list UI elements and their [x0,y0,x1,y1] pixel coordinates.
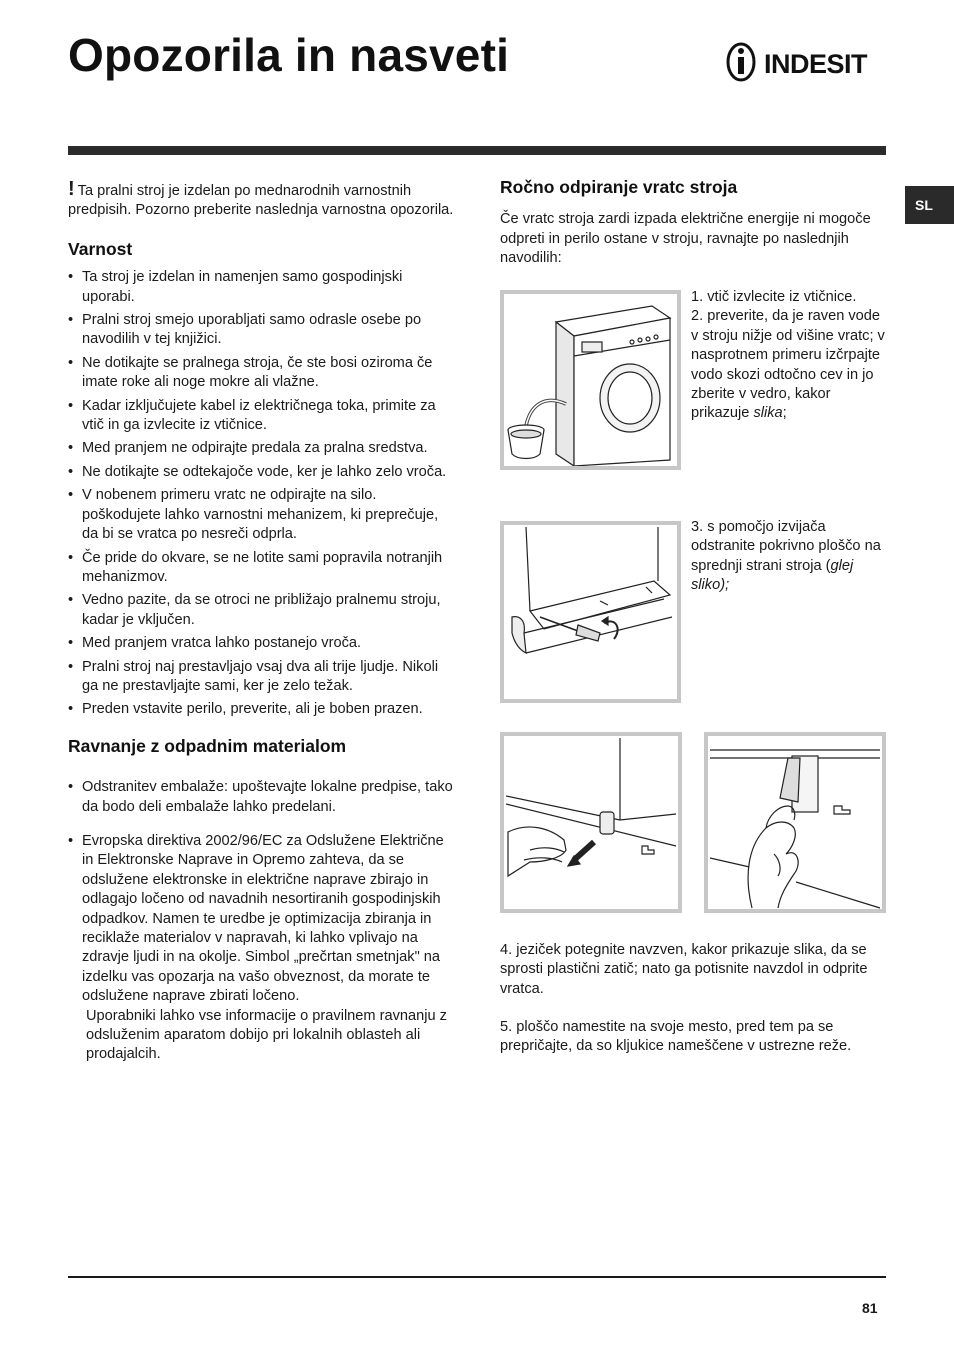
list-item: • Ne dotikajte se pralnega stroja, če ste bosi oziroma če imate roke ali noge mokre ali vlažne. [68,354,456,393]
list-item: • Vedno pazite, da se otroci ne približajo pralnemu stroju, kadar je vključen. [68,591,456,630]
waste-list [68,778,456,1006]
figure-drain-bucket [500,290,681,470]
step-3-text: 3. s pomočjo izvijača odstranite pokrivno ploščo na sprednji strani stroja (glej sliko); [691,519,881,594]
language-tab: SL [905,186,954,224]
list-item: • Ne dotikajte se odtekajoče vode, ker je lahko zelo vroča. [68,463,456,482]
page-number: 81 [862,1300,878,1316]
figure-pull-tab [500,732,682,913]
waste-note: Uporabniki lahko vse informacije o pravilnem ravnanju z odsluženim aparatom dobijo pri lokalnih oblasteh ali prodajalcih. [86,1007,447,1063]
figure-push-tab [704,732,886,913]
list-item: • Odstranitev embalaže: upoštevajte lokalne predpise, tako da bodo deli embalaže lahko predelani. [68,778,456,817]
page-title: Opozorila in nasveti [68,29,510,81]
waste-heading: Ravnanje z odpadnim materialom [68,735,347,756]
brand-logo [726,41,888,83]
list-item: • Pralni stroj naj prestavljajo vsaj dva ali trije ljudje. Nikoli ga ne prestavljajte sami, ker je zelo težak. [68,658,456,697]
brand-wordmark: INDESIT [764,49,868,79]
safety-list [68,268,456,720]
list-item: • Med pranjem ne odpirajte predala za pralna sredstva. [68,439,456,458]
warning-mark-icon: ! [68,178,75,200]
list-item: • Če pride do okvare, se ne lotite sami popravila notranjih mehanizmov. [68,549,456,588]
header-rule [68,146,886,155]
footer-rule [68,1276,886,1278]
step-1: 1. vtič izvlecite iz vtičnice. [691,289,857,305]
step-2: 2. preverite, da je raven vode v stroju nižje od višine vratc; v nasprotnem primeru izčrpajte vodo skozi odtočno cev in jo zberite v vedro, kakor prikazuje slika; [691,308,885,422]
safety-intro: ! Ta pralni stroj je izdelan po mednarodnih varnostnih predpisih. Pozorno preberite naslednja varnostna opozorila. [68,178,454,219]
list-item: • Pralni stroj smejo uporabljati samo odrasle osebe po navodilih v tej knjižici. [68,311,456,350]
list-item: • Preden vstavite perilo, preverite, ali je boben prazen. [68,700,456,719]
figure-remove-panel [500,521,681,703]
list-item: • Med pranjem vratca lahko postanejo vroča. [68,634,456,653]
manual-open-heading: Ročno odpiranje vratc stroja [500,177,738,197]
step-4: 4. jeziček potegnite navzven, kakor prikazuje slika, da se sprosti plastični zatič; nato ga potisnite navzdol in odprite vratca. [500,942,868,997]
list-item: • V nobenem primeru vratc ne odpirajte na silo. poškodujete lahko varnostni mehanizem, ki preprečuje, da bi se vratca po nesreči odprla. [68,486,456,544]
safety-heading: Varnost [68,238,133,259]
step-1-2-text [691,288,886,424]
right-column [500,178,886,269]
list-item: • Ta stroj je izdelan in namenjen samo gospodinjski uporabi. [68,268,456,307]
list-item: • Kadar izključujete kabel iz električnega toka, primite za vtič in ga izvlecite iz vtičnice. [68,397,456,436]
list-item: • Evropska direktiva 2002/96/EC za Odslužene Električne in Elektronske Naprave in Opremo zahteva, da se odslužene elektronske in električne naprave zbirajo in odlagajo ločeno od navadnih nesortiranih gospodinjskih odpadkov. Namen te uredbe je optimizacija zbiranja in reciklaže materialov v napravah, ki lahko vplivajo na zdravje ljudi in na okolje. Simbol „prečrtan smetnjak" na izdelku vas opozarja na vašo obveznost, da morate te odslužene naprave zbirati ločeno. [68,832,456,1007]
manual-open-intro: Če vratc stroja zardi izpada električne energije ni mogoče odpreti in perilo ostane v stroju, ravnajte po naslednjih navodilih: [500,211,871,267]
step-5: 5. ploščo namestite na svoje mesto, pred tem pa se prepričajte, da so kljukice nameščene v ustrezne reže. [500,1019,852,1055]
left-column [68,180,456,1065]
